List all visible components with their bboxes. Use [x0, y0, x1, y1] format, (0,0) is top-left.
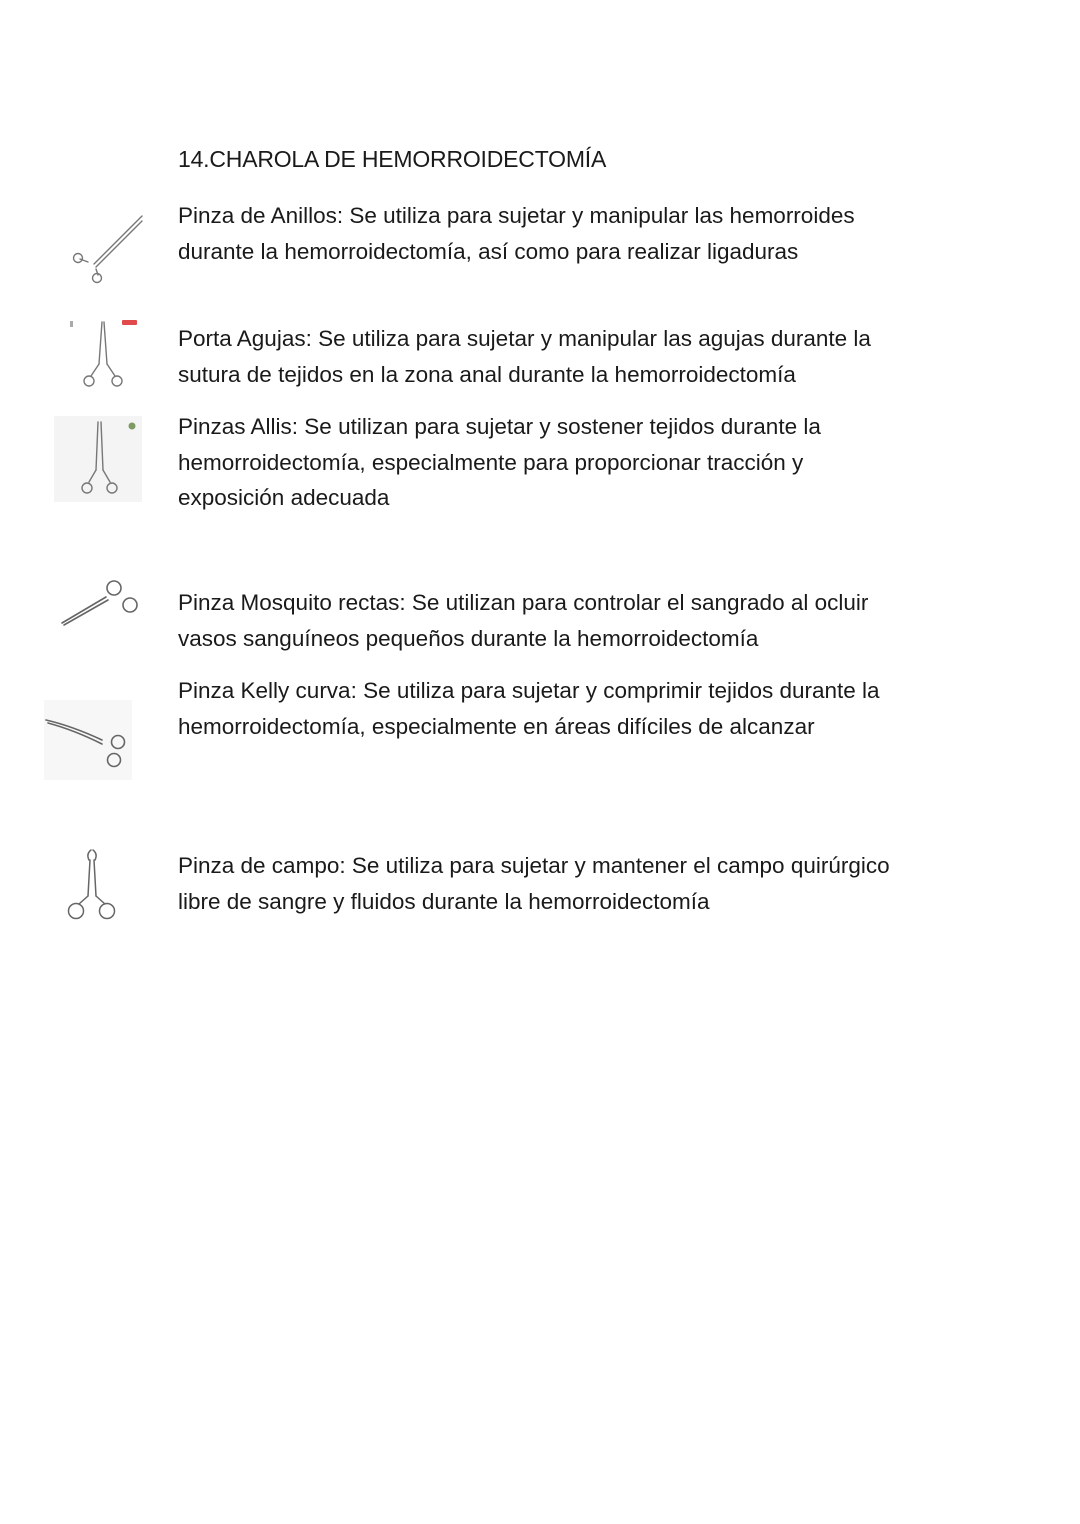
allis-forceps-icon — [58, 416, 142, 502]
needle-holder-icon — [66, 316, 141, 391]
list-item: Pinza Mosquito rectas: Se utilizan para controlar el sangrado al ocluir vasos sanguíneos pequeños durante la hemorroidectomía — [178, 590, 869, 651]
page-title: 14.CHAROLA DE HEMORROIDECTOMÍA — [178, 146, 607, 172]
list-item: Porta Agujas: Se utiliza para sujetar y manipular las agujas durante la sutura de tejidos en la zona anal durante la hemorroidectomía — [178, 326, 871, 387]
list-item: Pinza Kelly curva: Se utiliza para sujetar y comprimir tejidos durante la hemorroidectomía, especialmente en áreas difíciles de alcanzar — [178, 678, 880, 739]
straight-mosquito-forceps-icon — [58, 575, 142, 630]
curved-kelly-forceps-icon — [42, 708, 134, 773]
towel-clamp-icon — [60, 846, 122, 926]
list-item: Pinza de Anillos: Se utiliza para sujetar y manipular las hemorroides durante la hemorroidectomía, así como para realizar ligaduras — [178, 203, 855, 264]
list-item: Pinza de campo: Se utiliza para sujetar y mantener el campo quirúrgico libre de sangre y fluidos durante la hemorroidectomía — [178, 853, 890, 914]
list-item: Pinzas Allis: Se utilizan para sujetar y sostener tejidos durante la hemorroidectomía, especialmente para proporcionar tracción y exposición adecuada — [178, 414, 821, 510]
ring-forceps-icon — [66, 212, 146, 287]
